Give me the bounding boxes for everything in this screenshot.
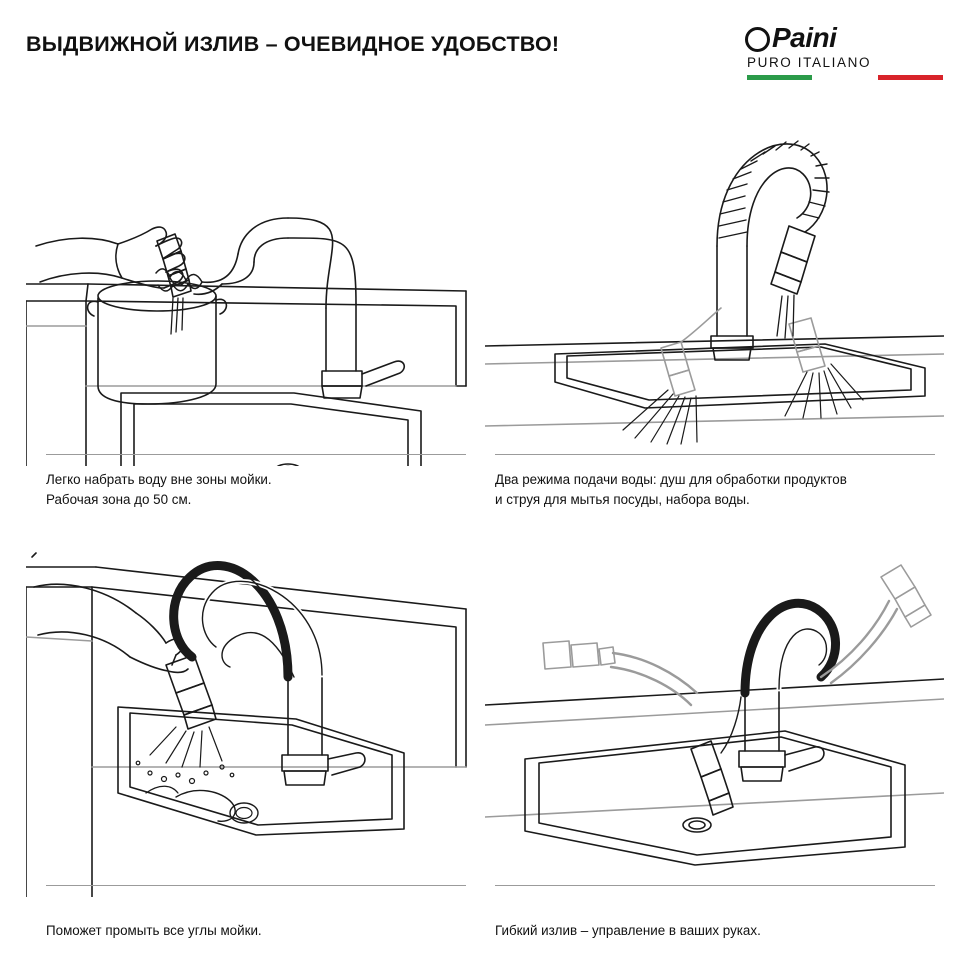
caption-pot-filling: Легко набрать воду вне зоны мойки. Рабочая зона до 50 см. xyxy=(46,472,272,507)
caption-flexible-spout: Гибкий излив – управление в ваших руках. xyxy=(495,922,761,938)
panel-divider xyxy=(495,885,935,886)
caption-rinse-corners: Поможет промыть все углы мойки. xyxy=(46,922,262,938)
page-title: ВЫДВИЖНОЙ ИЗЛИВ – ОЧЕВИДНОЕ УДОБСТВО! xyxy=(26,32,560,56)
brand-logo-mark xyxy=(739,24,944,52)
illustration-flexible-spout xyxy=(485,517,944,897)
panel-flexible-spout xyxy=(485,517,944,948)
illustration-rinse-corners xyxy=(26,517,485,897)
panel-grid xyxy=(26,86,944,948)
panel-divider xyxy=(495,454,935,455)
brand-logo xyxy=(739,24,944,80)
illustration-two-spray-modes xyxy=(485,86,944,466)
illustration-pot-filling xyxy=(26,86,485,466)
caption-two-spray-modes: Два режима подачи воды: душ для обработки продуктов и струя для мытья посуды, набора воды. xyxy=(495,472,847,507)
header xyxy=(26,24,944,84)
panel-two-spray-modes xyxy=(485,86,944,517)
panel-divider xyxy=(46,454,466,455)
ring-icon xyxy=(745,27,770,52)
brand-tagline: PURO ITALIANO xyxy=(747,55,872,70)
panel-divider xyxy=(46,885,466,886)
panel-pot-filling xyxy=(26,86,485,517)
brand-name: Paini xyxy=(772,22,837,53)
italian-flag-icon xyxy=(747,75,943,80)
panel-rinse-corners xyxy=(26,517,485,948)
